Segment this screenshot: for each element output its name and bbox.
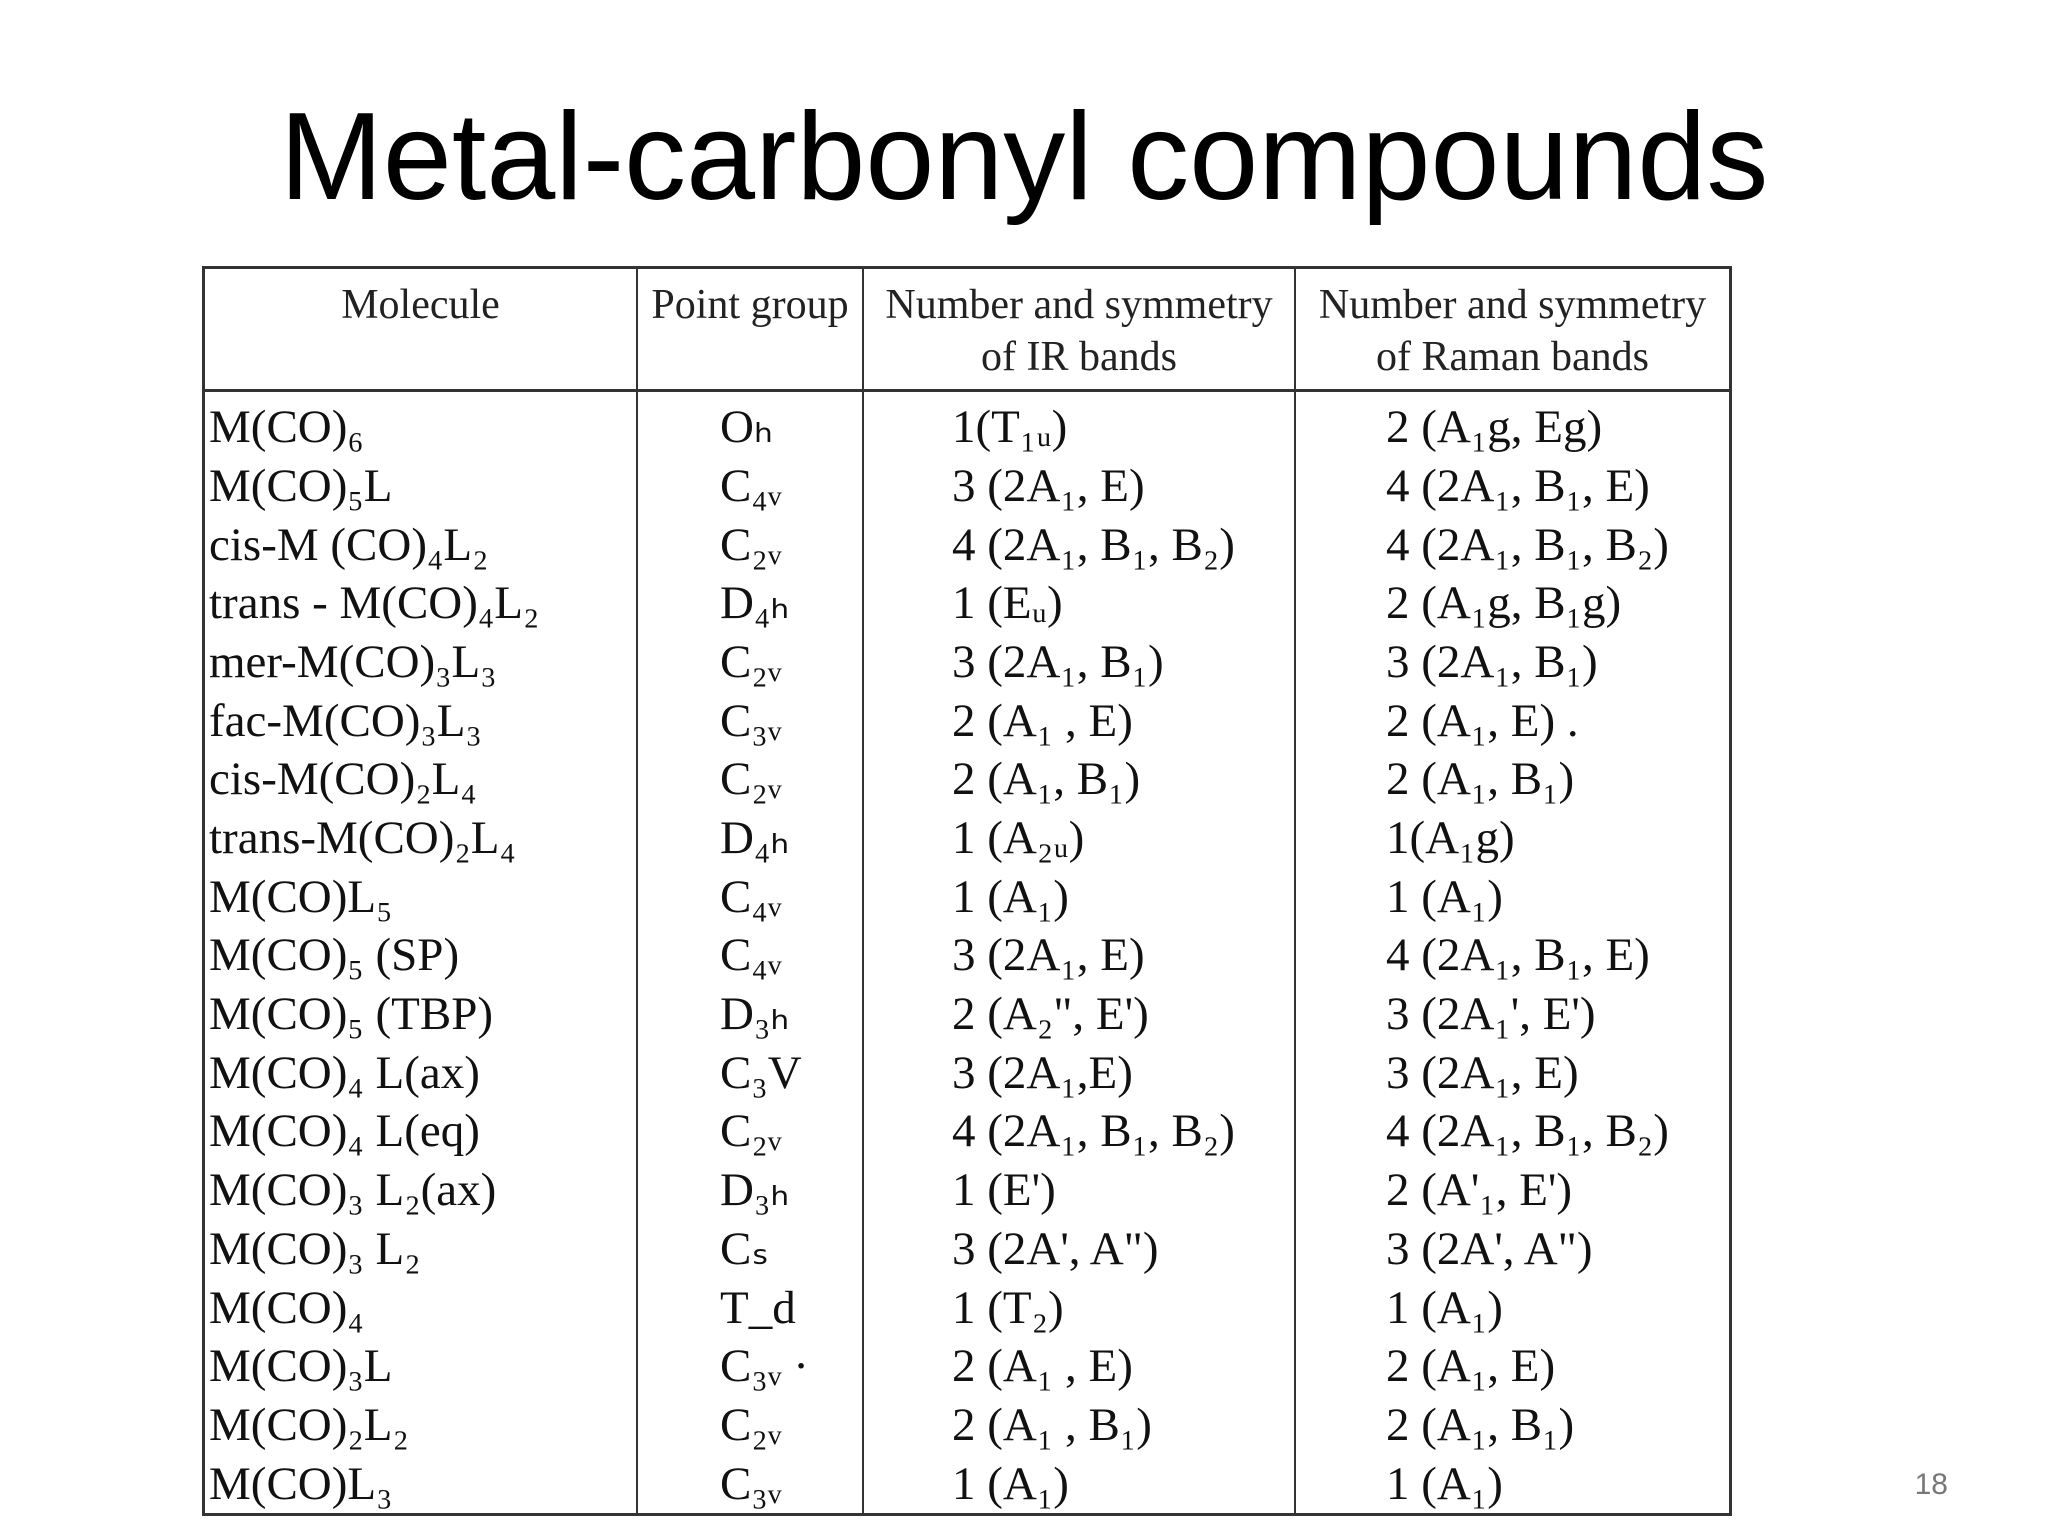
cell-ir-bands: 3 (2A₁,E): [863, 1043, 1295, 1102]
cell-raman-bands: 4 (2A₁, B₁, B₂): [1386, 518, 1669, 571]
table-row: [205, 1337, 1729, 1396]
cell-raman-bands: 1(A₁g): [1386, 812, 1515, 865]
cell-molecule: cis-M (CO)₄L₂: [205, 515, 637, 574]
cell-raman-bands: 4 (2A₁, B₁, E): [1386, 929, 1650, 982]
slide-title: Metal-carbonyl compounds: [279, 88, 1769, 226]
cell-point-group: C₂ᵥ: [637, 1102, 863, 1161]
cell-molecule: M(CO)₅ (SP): [205, 926, 637, 985]
cell-raman-bands: 2 (A₁g, B₁g): [1386, 577, 1622, 630]
header-point-group: Point group: [637, 269, 863, 391]
cell-raman-bands: 2 (A₁, E): [1386, 1340, 1556, 1393]
cell-raman-bands: 3 (2A₁, B₁): [1386, 636, 1598, 689]
table-row: [205, 1396, 1729, 1455]
cell-ir-bands: 1 (Eᵤ): [863, 574, 1295, 633]
cell-ir-bands: 1(T₁ᵤ): [863, 391, 1295, 457]
cell-molecule: mer-M(CO)₃L₃: [205, 633, 637, 692]
cell-molecule: M(CO)₃ L₂: [205, 1220, 637, 1279]
cell-point-group: Cₛ: [637, 1220, 863, 1279]
cell-raman-bands: 1 (A₁): [1386, 1281, 1503, 1334]
table-row: [205, 1043, 1729, 1102]
cell-point-group: Oₕ: [637, 391, 863, 457]
cell-ir-bands: 4 (2A₁, B₁, B₂): [863, 1102, 1295, 1161]
cell-raman-bands: 3 (2A', A"): [1386, 1222, 1593, 1275]
cell-molecule: fac-M(CO)₃L₃: [205, 691, 637, 750]
table-row: [205, 633, 1729, 692]
cell-raman-bands: 1 (A₁): [1386, 1457, 1503, 1510]
cell-point-group: D₄ₕ: [637, 574, 863, 633]
symmetry-table: [202, 266, 1732, 1516]
table-row: [205, 515, 1729, 574]
cell-raman-bands: 3 (2A₁', E'): [1386, 988, 1596, 1041]
cell-point-group: C₃ᵥ: [637, 1454, 863, 1513]
table-row: [205, 750, 1729, 809]
table-row: [205, 1161, 1729, 1220]
table-row: [205, 809, 1729, 868]
cell-raman-bands: 2 (A'₁, E'): [1386, 1164, 1573, 1217]
cell-raman-bands: 2 (A₁, B₁): [1386, 1398, 1575, 1451]
cell-ir-bands: 2 (A₂", E'): [863, 985, 1295, 1044]
cell-ir-bands: 4 (2A₁, B₁, B₂): [863, 515, 1295, 574]
cell-molecule: M(CO)₂L₂: [205, 1396, 637, 1455]
table-row: [205, 926, 1729, 985]
table-row: [205, 691, 1729, 750]
cell-point-group: C₃ᵥ ·: [637, 1337, 863, 1396]
header-ir-bands: Number and symmetry of IR bands: [863, 269, 1295, 391]
cell-raman-bands: 2 (A₁, B₁): [1386, 753, 1575, 806]
cell-molecule: trans-M(CO)₂L₄: [205, 809, 637, 868]
cell-point-group: D₃ₕ: [637, 1161, 863, 1220]
cell-point-group: C₂ᵥ: [637, 1396, 863, 1455]
cell-molecule: M(CO)₃L: [205, 1337, 637, 1396]
cell-point-group: D₄ₕ: [637, 809, 863, 868]
cell-point-group: D₃ₕ: [637, 985, 863, 1044]
cell-molecule: M(CO)₅L: [205, 457, 637, 516]
cell-molecule: cis-M(CO)₂L₄: [205, 750, 637, 809]
header-raman-bands: Number and symmetry of Raman bands: [1295, 269, 1729, 391]
cell-raman-bands: 4 (2A₁, B₁, E): [1386, 460, 1650, 513]
cell-point-group: C₄ᵥ: [637, 867, 863, 926]
table-header-row: [205, 269, 1729, 391]
cell-point-group: C₃ᵥ: [637, 691, 863, 750]
cell-ir-bands: 3 (2A₁, E): [863, 457, 1295, 516]
cell-raman-bands: 2 (A₁g, Eg): [1386, 401, 1603, 454]
cell-ir-bands: 1 (A₁): [863, 867, 1295, 926]
table-row: [205, 985, 1729, 1044]
cell-raman-bands: 4 (2A₁, B₁, B₂): [1386, 1105, 1669, 1158]
table-row: [205, 867, 1729, 926]
cell-ir-bands: 1 (T₂): [863, 1278, 1295, 1337]
table-row: [205, 391, 1729, 457]
table-body: [205, 391, 1729, 1514]
cell-raman-bands: 3 (2A₁, E): [1386, 1046, 1579, 1099]
cell-point-group: C₃V: [637, 1043, 863, 1102]
cell-point-group: C₄ᵥ: [637, 926, 863, 985]
cell-point-group: T_d: [637, 1278, 863, 1337]
table-row: [205, 574, 1729, 633]
cell-molecule: M(CO)₅ (TBP): [205, 985, 637, 1044]
cell-molecule: M(CO)₄ L(eq): [205, 1102, 637, 1161]
table-row: [205, 1220, 1729, 1279]
cell-molecule: trans - M(CO)₄L₂: [205, 574, 637, 633]
cell-ir-bands: 2 (A₁ , E): [863, 1337, 1295, 1396]
cell-ir-bands: 1 (E'): [863, 1161, 1295, 1220]
cell-point-group: C₄ᵥ: [637, 457, 863, 516]
cell-ir-bands: 3 (2A', A"): [863, 1220, 1295, 1279]
cell-ir-bands: 2 (A₁, B₁): [863, 750, 1295, 809]
cell-ir-bands: 1 (A₂ᵤ): [863, 809, 1295, 868]
cell-raman-bands: 1 (A₁): [1386, 870, 1503, 923]
cell-molecule: M(CO)L₃: [205, 1454, 637, 1513]
cell-ir-bands: 3 (2A₁, E): [863, 926, 1295, 985]
cell-molecule: M(CO)₃ L₂(ax): [205, 1161, 637, 1220]
cell-molecule: M(CO)₆: [205, 391, 637, 457]
cell-ir-bands: 2 (A₁ , E): [863, 691, 1295, 750]
table-row: [205, 457, 1729, 516]
table-row: [205, 1454, 1729, 1513]
cell-raman-bands: 2 (A₁, E) .: [1386, 694, 1579, 747]
cell-point-group: C₂ᵥ: [637, 750, 863, 809]
cell-ir-bands: 1 (A₁): [863, 1454, 1295, 1513]
header-molecule: Molecule: [205, 269, 637, 391]
table-row: [205, 1102, 1729, 1161]
table-row: [205, 1278, 1729, 1337]
cell-molecule: M(CO)₄: [205, 1278, 637, 1337]
cell-molecule: M(CO)L₅: [205, 867, 637, 926]
cell-point-group: C₂ᵥ: [637, 633, 863, 692]
cell-ir-bands: 2 (A₁ , B₁): [863, 1396, 1295, 1455]
page-number: 18: [1914, 1468, 1948, 1501]
cell-molecule: M(CO)₄ L(ax): [205, 1043, 637, 1102]
cell-point-group: C₂ᵥ: [637, 515, 863, 574]
cell-ir-bands: 3 (2A₁, B₁): [863, 633, 1295, 692]
